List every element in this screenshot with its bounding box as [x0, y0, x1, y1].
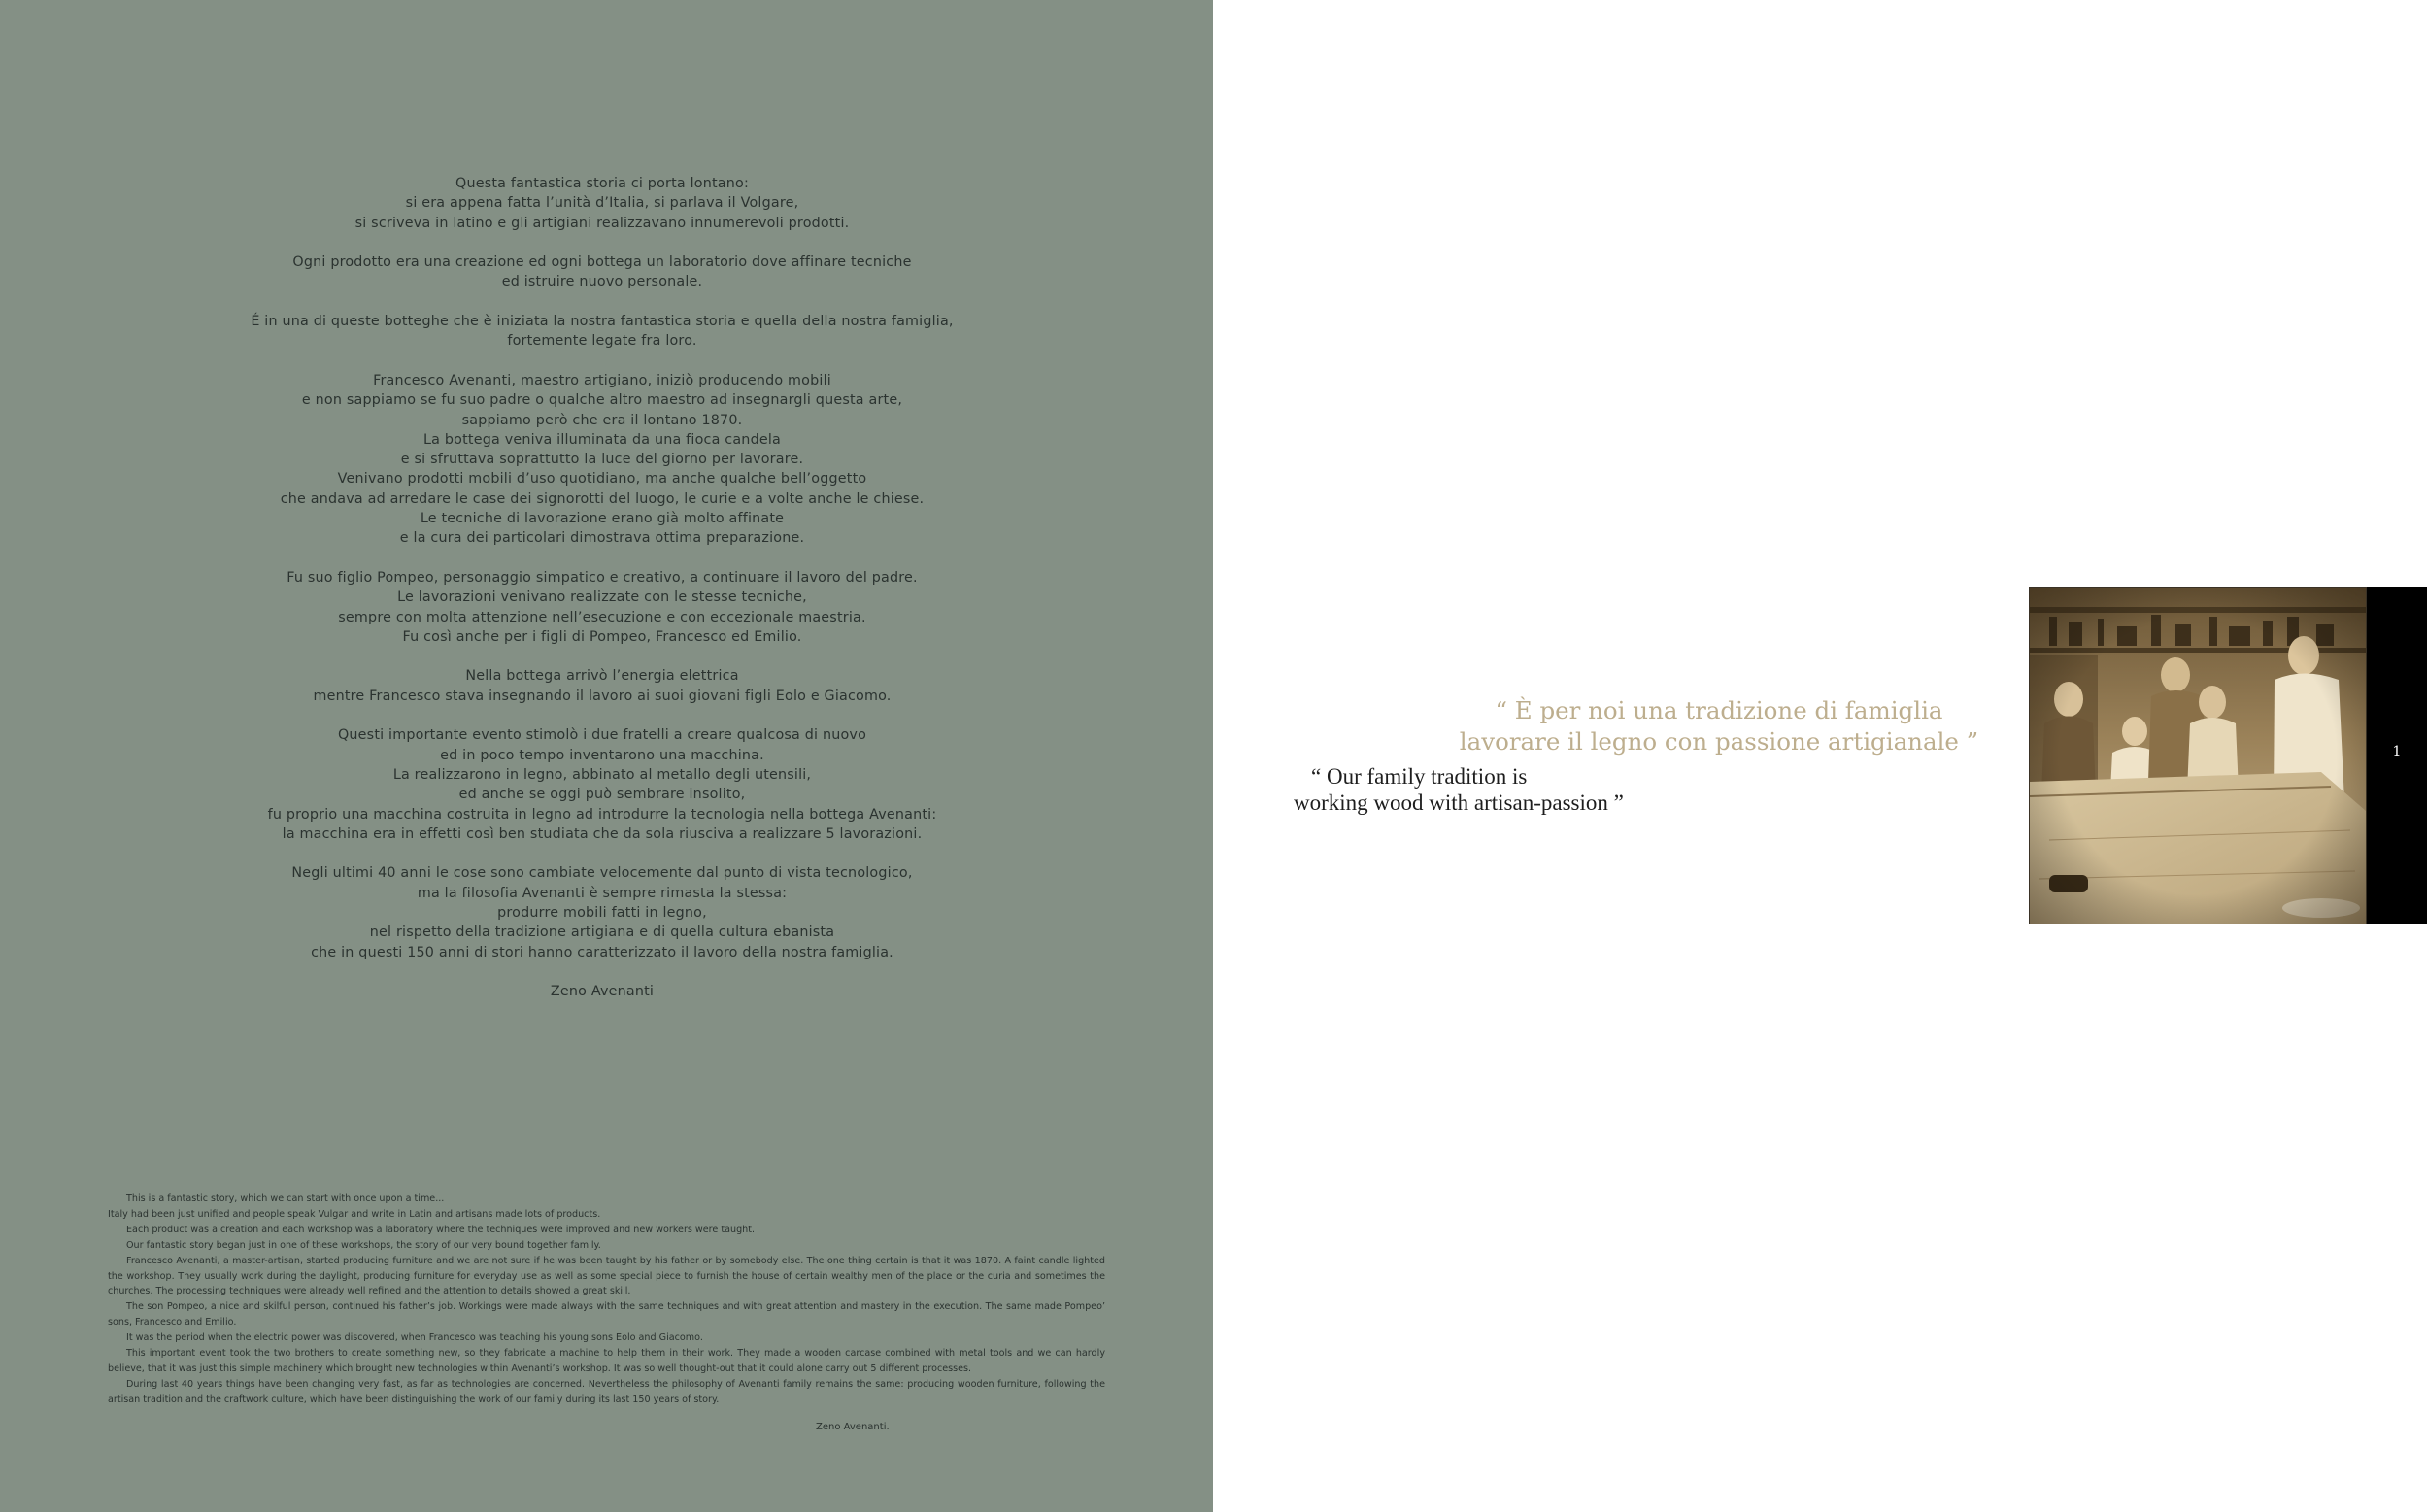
italian-text-line: Le tecniche di lavorazione erano già molto affinate — [420, 511, 785, 527]
italian-paragraph — [185, 568, 1020, 647]
italian-quote — [1428, 695, 2010, 757]
italian-text-line: Francesco Avenanti, maestro artigiano, iniziò producendo mobili — [373, 372, 831, 388]
italian-text-line: ed in poco tempo inventarono una macchina. — [440, 747, 764, 763]
italian-paragraph — [185, 666, 1020, 706]
italian-signature: Zeno Avenanti — [550, 984, 655, 1000]
italian-text-line: che in questi 150 anni di stori hanno caratterizzato il lavoro della nostra famiglia. — [311, 944, 893, 960]
italian-text-line: si era appena fatta l’unità d’Italia, si parlava il Volgare, — [405, 195, 799, 212]
italian-text-line: É in una di queste botteghe che è iniziata la nostra fantastica storia e quella della nostra famiglia, — [251, 314, 954, 330]
italian-text-line: sempre con molta attenzione nell’esecuzione e con eccezionale maestria. — [338, 609, 866, 625]
italian-text-line: Questi importante evento stimolò i due fratelli a creare qualcosa di nuovo — [337, 727, 867, 744]
english-paragraph: This is a fantastic story, which we can start with once upon a time... — [126, 1193, 445, 1204]
italian-text-line: si scriveva in latino e gli artigiani realizzavano innumerevoli prodotti. — [354, 215, 850, 231]
english-paragraph: It was the period when the electric power was discovered, when Francesco was teaching his young sons Eolo and Giacomo. — [126, 1332, 703, 1344]
english-paragraph: During last 40 years things have been changing very fast, as far as technologies are concerned. Nevertheless the philosophy of Avenanti family remains the same: producing wooden furniture, following the artisan tradition and the craftwork culture, which have been distinguishing the work of our family during its last 150 years of story. — [108, 1378, 1105, 1405]
italian-text-line: sappiamo però che era il lontano 1870. — [461, 412, 743, 428]
italian-text-line: ed istruire nuovo personale. — [501, 274, 703, 290]
italian-quote-line-1: “ È per noi una tradizione di famiglia — [1495, 696, 1943, 724]
italian-paragraph — [185, 371, 1020, 549]
italian-text-line: e la cura dei particolari dimostrava ottima preparazione. — [399, 530, 805, 547]
italian-text-line: ed anche se oggi può sembrare insolito, — [458, 787, 746, 803]
italian-text-line: Fu così anche per i figli di Pompeo, Francesco ed Emilio. — [402, 628, 802, 645]
workshop-sepia-photo — [2029, 587, 2367, 924]
english-paragraph: Francesco Avenanti, a master-artisan, started producing furniture and we are not sure if he was been taught by his father or by somebody else. The one thing certain is that it was 1870. A faint candle lighted the workshop. They usually work during the daylight, producing furniture for everyday use as well as some special piece to furnish the house of certain wealthy men of the place or the curia and sometimes the churches. The processing techniques were already well refined and the attention to details showed a great skill. — [108, 1255, 1105, 1297]
italian-text-line: La realizzarono in legno, abbinato al metallo degli utensili, — [392, 766, 812, 783]
italian-text-line: Ogni prodotto era una creazione ed ogni bottega un laboratorio dove affinare tecniche — [292, 254, 912, 271]
italian-text-line: Questa fantastica storia ci porta lontano: — [455, 176, 749, 191]
english-quote-line-1: “ Our family tradition is — [1311, 764, 1528, 789]
italian-text-line: la macchina era in effetti così ben studiata che da sola riusciva a realizzare 5 lavorazioni. — [282, 825, 923, 842]
english-paragraph: This important event took the two brothers to create something new, so they fabricate a machine to help them in their work. They made a wooden carcase combined with metal tools and we can hardly believe, that it was just this simple machinery which brought new technologies within Avenanti’s workshop. It was so well thought-out that it could alone carry out 5 different processes. — [108, 1348, 1105, 1374]
italian-story-text — [185, 174, 1020, 1001]
page-number: 1 — [2392, 744, 2402, 759]
english-quote — [1294, 763, 1624, 816]
italian-text-line: fortemente legate fra loro. — [507, 333, 697, 350]
english-paragraph: The son Pompeo, a nice and skilful person, continued his father’s job. Workings were made always with the same techniques and with great attention and mastery in the execution. The same made Pompeo’ sons, Francesco and Emilio. — [108, 1301, 1105, 1328]
italian-text-line: Venivano prodotti mobili d’uso quotidiano, ma anche qualche bell’oggetto — [337, 471, 867, 487]
english-paragraph: Our fantastic story began just in one of these workshops, the story of our very bound together family. — [126, 1239, 601, 1251]
italian-text-line: produrre mobili fatti in legno, — [497, 904, 707, 921]
italian-text-line: Le lavorazioni venivano realizzate con le stesse tecniche, — [397, 589, 807, 606]
italian-quote-line-2: lavorare il legno con passione artigianale ” — [1459, 727, 1979, 756]
italian-paragraph — [185, 725, 1020, 844]
italian-text-line: Nella bottega arrivò l’energia elettrica — [465, 668, 739, 685]
italian-text-line: mentre Francesco stava insegnando il lavoro ai suoi giovani figli Eolo e Giacomo. — [313, 688, 892, 704]
italian-paragraph — [185, 863, 1020, 961]
italian-paragraph — [185, 312, 1020, 352]
italian-text-line: fu proprio una macchina costruita in legno ad introdurre la tecnologia nella bottega Avenanti: — [267, 806, 937, 823]
english-paragraph: Each product was a creation and each workshop was a laboratory where the techniques were improved and new workers were taught. — [126, 1224, 756, 1235]
italian-text-line: Negli ultimi 40 anni le cose sono cambiate velocemente dal punto di vista tecnologico, — [291, 865, 913, 882]
workshop-photo-illustration — [2030, 588, 2366, 924]
italian-text-line: che andava ad arredare le case dei signorotti del luogo, le curie e a volte anche le chiese. — [280, 490, 925, 507]
italian-text-line: e non sappiamo se fu suo padre o qualche altro maestro ad insegnargli questa arte, — [301, 392, 903, 409]
english-quote-line-2: working wood with artisan-passion ” — [1294, 790, 1624, 815]
italian-text-line: Fu suo figlio Pompeo, personaggio simpatico e creativo, a continuare il lavoro del padre. — [287, 569, 918, 586]
english-signature: Zeno Avenanti. — [816, 1422, 890, 1432]
english-paragraph: Italy had been just unified and people speak Vulgar and write in Latin and artisans made lots of products. — [108, 1208, 601, 1220]
italian-paragraph — [185, 252, 1020, 292]
english-story-text — [108, 1192, 1105, 1408]
page-side-tab — [2367, 587, 2427, 924]
italian-paragraph — [185, 174, 1020, 233]
left-text-panel — [0, 0, 1213, 1512]
italian-text-line: ma la filosofia Avenanti è sempre rimasta la stessa: — [417, 885, 788, 901]
italian-text-line: nel rispetto della tradizione artigiana e di quella cultura ebanista — [369, 924, 835, 941]
italian-text-line: La bottega veniva illuminata da una fioca candela — [423, 431, 781, 448]
italian-text-line: e si sfruttava soprattutto la luce del giorno per lavorare. — [400, 452, 804, 468]
